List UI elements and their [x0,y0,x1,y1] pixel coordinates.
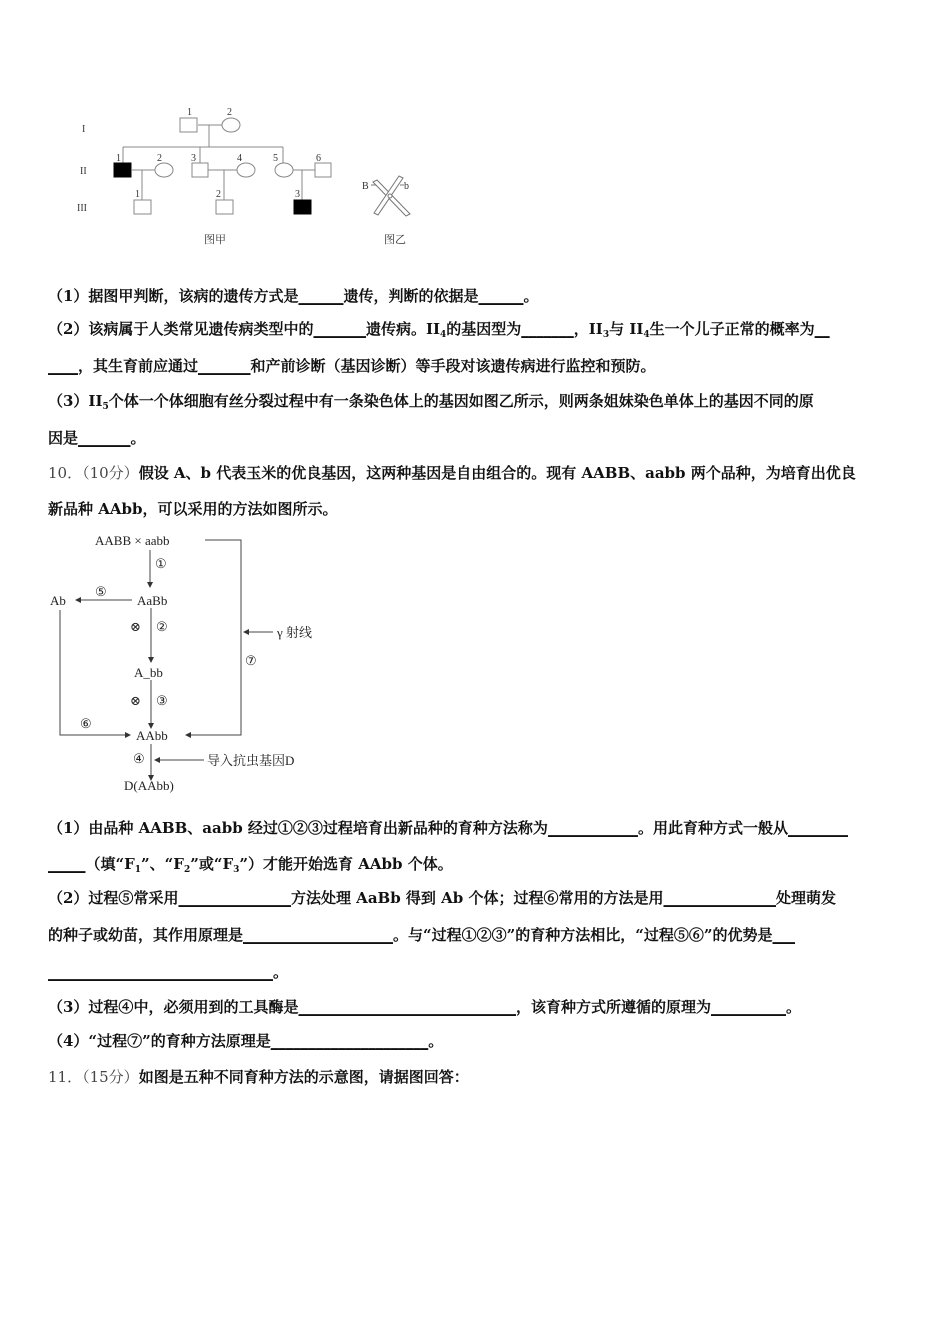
self-cross-icon: ⊗ [130,619,141,634]
pedigree-II-1-affected [114,163,131,177]
step-6: ⑥ [80,716,92,731]
text-segment: （填“F [85,855,135,873]
id-label: 4 [237,153,242,164]
text-segment: 和产前诊断（基因诊断）等手段对该遗传病进行监控和预防。 [250,357,656,375]
answer-blank: _______ [78,429,131,447]
step-5: ⑤ [95,584,107,599]
id-label: 2 [227,107,232,118]
text-segment: （1）由品种 AABB、aabb 经过①②③过程培育出新品种的育种方法称为 [48,819,548,837]
subscript: 3 [233,865,240,875]
figure-caption: 图甲 [204,234,226,246]
text-segment: 新品种 AAbb，可以采用的方法如图所示。 [48,500,338,518]
subscript: 1 [134,865,142,875]
text-line [48,319,830,345]
answer-blank: ____ [48,357,78,375]
figure-caption: 图乙 [384,234,406,246]
gen-label: II [80,166,87,177]
id-label: 5 [273,153,278,164]
text-segment: ”）才能开始选育 AAbb 个体。 [239,855,453,873]
pedigree-II-3 [192,163,208,177]
text-line [48,356,656,376]
breeding-diagram [0,520,360,810]
self-cross-icon: ⊗ [130,693,141,708]
gamma-ray-label: γ 射线 [277,625,312,640]
pedigree-III-1 [134,200,151,214]
text-segment: 。 [428,1032,444,1050]
answer-blank: ______ [298,287,344,305]
f2-label: A_bb [134,665,163,680]
text-segment: 的种子或幼苗，其作用原理是 [48,926,244,944]
text-segment: 的基因型为 [446,320,522,338]
text-segment: 。与“过程①②③”的育种方法相比，“过程⑤⑥”的优势是 [393,926,773,944]
id-label: 1 [116,153,121,164]
haploid-label: Ab [50,593,66,608]
text-line [48,925,795,945]
text-segment: 。 [130,429,146,447]
subscript: 3 [602,330,610,340]
f1-label: AaBb [137,593,168,608]
pedigree-I-1 [180,118,197,132]
pedigree-II-4 [237,163,255,177]
subscript: 5 [102,402,109,412]
text-segment: （1）据图甲判断，该病的遗传方式是 [48,287,299,305]
text-segment: （2）该病属于人类常见遗传病类型中的 [48,320,314,338]
subscript: 2 [183,865,191,875]
gen-label: I [82,124,86,135]
pedigree-II-6 [315,163,331,177]
pedigree-figure [0,0,450,260]
id-label: 6 [316,153,321,164]
pedigree-II-2 [155,163,173,177]
subscript: 4 [643,330,650,340]
pedigree-III-3-affected [294,200,311,214]
text-segment: 。 [273,963,289,981]
text-segment: 与 II [609,320,644,338]
text-line [48,463,856,483]
text-line [48,818,848,838]
id-label: 2 [157,153,162,164]
id-label: 1 [187,107,192,118]
text-line [48,286,538,306]
text-segment: 因是 [48,429,79,447]
answer-blank: _____________________________ [298,998,516,1016]
text-segment: 生一个儿子正常的概率为 [649,320,815,338]
answer-blank: _______________ [178,889,291,907]
text-segment: ”、“F [141,855,184,873]
pedigree-III-2 [216,200,233,214]
answer-blank: ______ [478,287,524,305]
pedigree-II-5 [275,163,293,177]
answer-blank: _______ [313,320,366,338]
final-label: D(AAbb) [124,778,174,793]
text-segment: （3）II [48,392,103,410]
id-label: 1 [135,189,140,200]
text-segment: 。用此育种方式一般从 [637,819,788,837]
text-segment: 方法处理 AaBb 得到 Ab 个体；过程⑥常用的方法是用 [290,889,664,907]
gene-label: B [362,181,369,192]
text-segment: 遗传，判断的依据是 [343,287,479,305]
answer-blank: _______________ [663,889,776,907]
text-segment: ，该育种方式所遵循的原理为 [515,998,711,1016]
id-label: 3 [295,189,300,200]
text-segment: （2）过程⑤常采用 [48,889,179,907]
text-segment: （3）过程④中，必须用到的工具酶是 [48,998,299,1016]
answer-blank: ____________________ [243,926,394,944]
gene-label: b [404,181,409,192]
step-7: ⑦ [245,653,257,668]
step-1: ① [155,556,167,571]
text-line [48,499,337,519]
text-segment: 处理萌发 [776,889,837,907]
answer-blank: _____________________ [270,1032,429,1050]
text-segment: ，其生育前应通过 [78,357,199,375]
question-number: 11．（15分） [48,1068,139,1086]
text-segment: 假设 A、b 代表玉米的优良基因，这两种基因是自由组合的。现有 AABB、aabb 两个品种，为培育出优良 [138,464,856,482]
text-line [48,1031,443,1051]
text-line [48,997,801,1017]
answer-blank: ____________ [547,819,638,837]
text-line [48,854,453,880]
answer-blank: _______ [521,320,574,338]
answer-blank: ________ [787,819,848,837]
text-line [48,888,836,908]
text-segment: 。 [523,287,539,305]
text-line [48,1067,469,1087]
answer-blank: __________ [710,998,786,1016]
pedigree-I-2 [222,118,240,132]
parents-label: AABB × aabb [95,533,170,548]
text-segment: （4）“过程⑦”的育种方法原理是 [48,1032,271,1050]
step-4: ④ [133,751,145,766]
answer-blank: _____ [48,855,86,873]
id-label: 3 [191,153,196,164]
text-line [48,428,146,448]
step-3: ③ [156,693,168,708]
text-line [48,962,288,982]
text-line [48,391,814,417]
gen-label: III [77,203,87,214]
id-label: 2 [216,189,221,200]
text-segment: ，II [573,320,603,338]
text-segment: 如图是五种不同育种方法的示意图，请据图回答： [138,1068,469,1086]
text-segment: ”或“F [190,855,234,873]
text-segment: 遗传病。II [365,320,440,338]
question-number: 10．（10分） [48,464,139,482]
answer-blank: __ [814,320,830,338]
text-segment: 个体一个体细胞有丝分裂过程中有一条染色体上的基因如图乙所示，则两条姐妹染色单体上的基因不同的原 [108,392,814,410]
step-2: ② [156,619,168,634]
answer-blank: ______________________________ [48,963,273,981]
subscript: 4 [440,330,447,340]
answer-blank: ___ [772,926,796,944]
gene-import-label: 导入抗虫基因D [207,753,295,768]
target-label: AAbb [136,728,168,743]
text-segment: 。 [785,998,801,1016]
answer-blank: _______ [198,357,251,375]
